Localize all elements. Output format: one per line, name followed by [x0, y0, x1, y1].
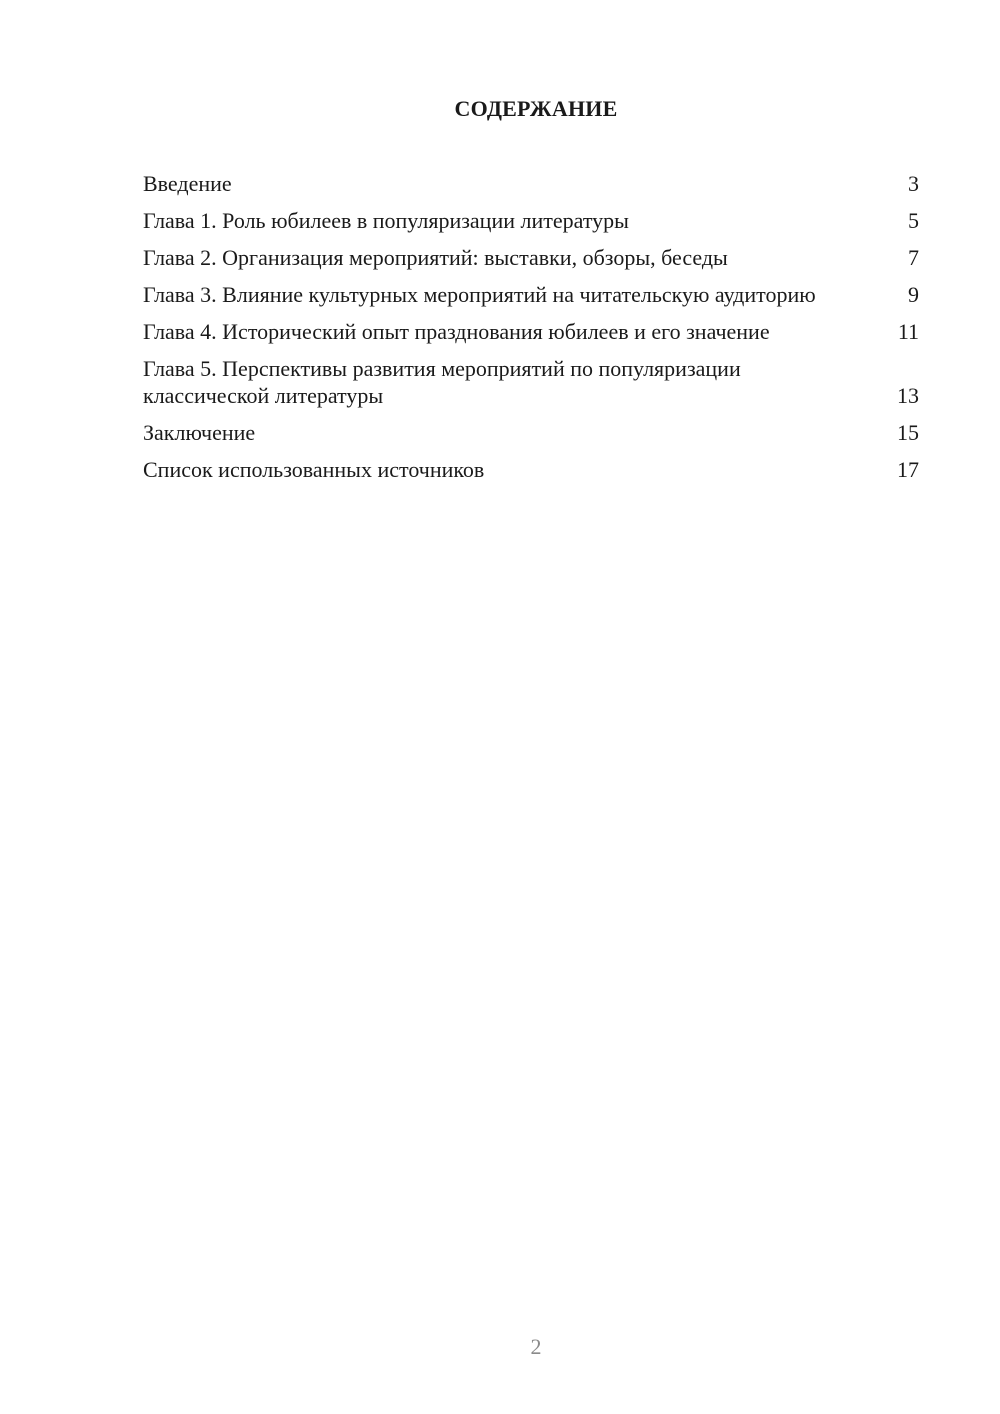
toc-entry-page: 5 — [908, 208, 919, 233]
toc-title: СОДЕРЖАНИЕ — [454, 96, 618, 121]
toc-entry-page: 3 — [908, 171, 919, 196]
toc-entry-page: 7 — [908, 245, 919, 270]
toc-entry-page: 11 — [897, 319, 919, 344]
toc-entry-label: Введение — [143, 171, 232, 196]
toc-entry-label: Список использованных источников — [143, 457, 485, 482]
toc-entry-introduction[interactable] — [143, 170, 919, 197]
toc-entry-label: Глава 3. Влияние культурных мероприятий на читательскую аудиторию — [143, 282, 816, 307]
toc-entry-label: Глава 4. Исторический опыт празднования юбилеев и его значение — [143, 319, 770, 344]
toc-entry-label: Глава 1. Роль юбилеев в популяризации литературы — [143, 208, 629, 233]
toc-entry-conclusion[interactable] — [143, 419, 919, 446]
toc-entry-chapter-4[interactable] — [143, 318, 919, 345]
toc-entry-page: 13 — [897, 383, 919, 408]
toc-entry-chapter-3[interactable] — [143, 281, 919, 308]
toc-list — [143, 170, 919, 493]
toc-entry-label: Заключение — [143, 420, 256, 445]
toc-entry-chapter-5[interactable] — [143, 355, 919, 409]
toc-entry-chapter-2[interactable] — [143, 244, 919, 271]
page-number: 2 — [530, 1334, 542, 1359]
toc-entry-label: Глава 5. Перспективы развития мероприятий по популяризации классической литературы — [143, 356, 741, 408]
toc-entry-label: Глава 2. Организация мероприятий: выставки, обзоры, беседы — [143, 245, 728, 270]
toc-entry-page: 9 — [908, 282, 919, 307]
toc-entry-chapter-1[interactable] — [143, 207, 919, 234]
toc-entry-references[interactable] — [143, 456, 919, 483]
toc-entry-page: 15 — [897, 420, 919, 445]
toc-entry-page: 17 — [897, 457, 919, 482]
